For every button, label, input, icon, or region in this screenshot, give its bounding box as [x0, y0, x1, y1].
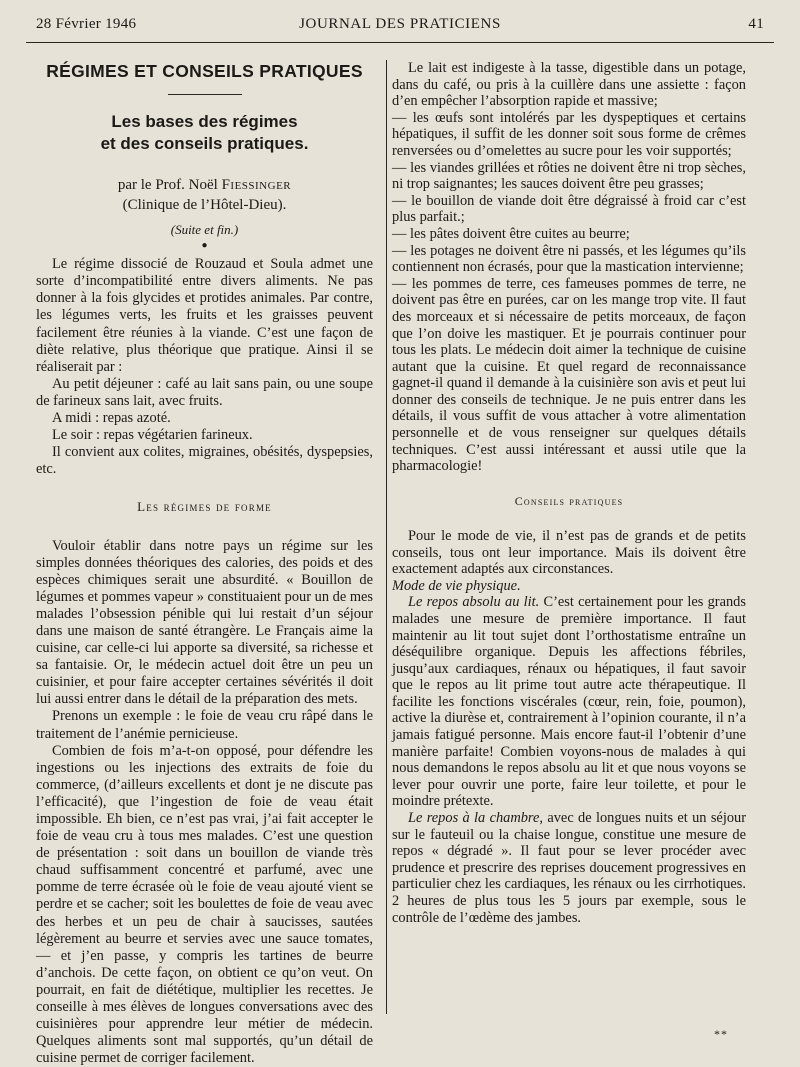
paragraph-pommes-de-terre: — les pommes de terre, ces fameuses pommes de terre, ne doivent pas être en purées, car on les mange trop vite. Il faut des morceaux et si nécessaire de petits morceaux, de façon que l’on doive les mastiquer. Et je pourrais continuer pour tous les plats. Le médecin doit aimer la technique de cuisine autant que la cuisine. Et quel regard de reconnaissance gagnet-il quand il demande à la cuisinière son avis et peut lui donner des conseils de technique. Je ne puis entrer dans les détails, il vous suffit de vous attacher à votre alimentation personnelle et de vous renseigner sur quelques détails techniques. C’est aussi intéressant et aussi utile que la pharmacologie!	[392, 275, 746, 475]
clinic-name: (Clinique de l’Hôtel-Dieu).	[122, 197, 287, 214]
paragraph-convient: Il convient aux colites, migraines, obésités, dyspepsies, etc.	[36, 444, 373, 478]
paragraph-soir: Le soir : repas végétarien farineux.	[52, 427, 253, 444]
right-column	[392, 60, 746, 926]
paragraph-lait: Le lait est indigeste à la tasse, digestible dans un potage, dans du café, ou pris à la cuillère dans une assiette : façon d’en empêcher l’absorption rapide et massive;	[392, 60, 746, 110]
end-ornament: **	[714, 1027, 728, 1041]
subheading-regimes-de-forme: Les régimes de forme	[137, 499, 272, 515]
byline-prefix: par le Prof. Noël	[117, 177, 218, 194]
paragraph-pates: — les pâtes doivent être cuites au beurre;	[392, 225, 630, 242]
paragraph-petit-dejeuner: Au petit déjeuner : café au lait sans pain, ou une soupe de farineux sans lait, avec fruits.	[36, 375, 373, 409]
repos-chambre-text: avec de longues nuits et un séjour sur le fauteuil ou la chaise longue, constitue une mesure de repos « dégradé ». Il faut pour se lever procéder avec prudence et prescrire des reprises doucement progressives en particulier chez les cardiaques, les rénaux ou les cirrhotiques. 2 heures de plus tous les 5 jours par exemple, sous le contrôle de l’œdème des jambes.	[392, 810, 746, 926]
paragraph-mode-de-vie: Pour le mode de vie, il n’est pas de grands et de petits conseils, tous ont leur importance. Mais ils doivent être exactement adaptés aux circonstances.	[392, 527, 746, 578]
running-header	[30, 16, 770, 38]
paragraph-vouloir-etablir: Vouloir établir dans notre pays un régime sur les simples données théoriques des calories, des poids et des espèces chimiques serait une absurdité. « Bouillon de légumes et pommes vapeur » constituaient pour un de mes malades l’obsession pénible qui lui restait d’un séjour dans une maison de santé étrangère. Le Français aime la cuisine, car celle-ci lui apporte sa diversité, sa richesse et sa fantaisie. Or, le médecin actuel doit être un peu un cuisinier, et pour faire accepter certaines sévérités il doit lui aussi entrer dans le détail de la préparation des mets.	[36, 537, 373, 708]
section-title: RÉGIMES ET CONSEILS PRATIQUES	[46, 61, 363, 81]
article-title-line-2: et des conseils pratiques.	[100, 134, 309, 154]
paragraph-viandes: — les viandes grillées et rôties ne doivent être ni trop sèches, ni trop saignantes; les sauces doivent être peu grasses;	[392, 159, 746, 193]
author-name: Fiessinger	[221, 177, 292, 194]
subheading-mode-de-vie-physique: Mode de vie physique.	[392, 577, 521, 594]
paragraph-combien-de-fois: Combien de fois m’a-t-on opposé, pour défendre les ingestions ou les injections des extraits de foie du commerce, (d’ailleurs excellents et dont je ne discute pas l’efficacité), que l’ingestion de foie de veau était impossible. Eh bien, ce n’est pas vrai, j’ai fait accepter le foie de veau cru à tous mes malades. C’est une question de présentation : soit dans un bouillon de viande très chaud suffisamment concentré et parfumé, avec une pomme de terre écrasée où le foie de veau ajouté vient se perdre et se cacher; soit les boulettes de foie de veau avec des herbes et un peu de chair à saucisses, sautées légèrement au beurre et servies avec une sauce tomates, — et j’en passe, y compris les tartines de beurre d’anchois. De cette façon, on obtient ce qu’on veut. On pourrait, en fait de diététique, multiplier les recettes. Je conseille à mes élèves de longues conversations avec des cuisinières pour apprendre leur métier de médecin. Quelques aliments sont mal supportés, qu’un détail de cuisine permet de corriger facilement.	[36, 742, 373, 1067]
repos-chambre-lead: Le repos à la chambre,	[408, 810, 543, 827]
issue-date: 28 Février 1946	[36, 16, 137, 32]
paragraph-potages: — les potages ne doivent être ni passés, et les légumes qu’ils contiennent non écrasés, pour que la mastication intervienne;	[392, 242, 746, 276]
repos-absolu-text: C’est certainement pour les grands malades une mesure de première importance. Il faut maintenir au lit tout sujet dont l’orthostatisme entraîne un déséquilibre organique. Depuis les affections fébriles, jusqu’aux cardiaques, rénaux ou hépatiques, il faut savoir que le repos au lit prime tout autre acte thérapeutique. Il facilite les fonctions viscérales (cœur, rein, foie, poumon), active la diurèse et, contrairement à l’opinion courante, il n’a jamais fatigué personne. Mais encore faut-il l’obtenir d’une manière parfaite! Combien voyons-nous de malades à qui nous demandons le repos absolu au lit et que nous voyons se lever pour ouvrir une porte, faire leur toilette, et pour le moindre prétexte.	[392, 594, 746, 810]
continuation-note: (Suite et fin.)	[170, 222, 239, 238]
byline	[36, 175, 373, 215]
paragraph-midi: A midi : repas azoté.	[52, 410, 171, 427]
title-rule	[168, 94, 242, 95]
article-title-line-1: Les bases des régimes	[111, 112, 298, 132]
paragraph-repos-chambre	[392, 810, 746, 926]
journal-title: JOURNAL DES PRATICIENS	[299, 16, 501, 32]
paragraph-regime-dissocie: Le régime dissocié de Rouzaud et Soula admet une sorte d’incompatibilité entre divers aliments. Ne pas donner à la fois glycides et protides animales. Par contre, les légumes verts, les fruits et les graisses peuvent facilement être réunies à la viande. C’est une façon de diète relative, plus théorique que pratique. Ainsi il se réaliserait par :	[36, 256, 373, 375]
article-title	[36, 111, 373, 155]
paragraph-prenons-exemple: Prenons un exemple : le foie de veau cru râpé dans le traitement de l’anémie pernicieuse.	[36, 708, 373, 742]
paragraph-repos-absolu	[392, 594, 746, 810]
subheading-conseils-pratiques: Conseils pratiques	[514, 493, 624, 508]
column-divider	[386, 60, 387, 1014]
bullet-ornament: ●	[201, 240, 208, 252]
left-column	[36, 60, 373, 1067]
paragraph-bouillon: — le bouillon de viande doit être dégraissé à froid car c’est plus parfait.;	[392, 192, 746, 226]
repos-absolu-lead: Le repos absolu au lit.	[408, 594, 540, 611]
page-number: 41	[748, 16, 764, 32]
paragraph-oeufs: — les œufs sont intolérés par les dyspeptiques et certains hépatiques, il suffit de les donner soit sous forme de crêmes renversées ou d’omelettes au sucre pour les voir supportés;	[392, 109, 746, 159]
header-rule	[26, 42, 774, 43]
